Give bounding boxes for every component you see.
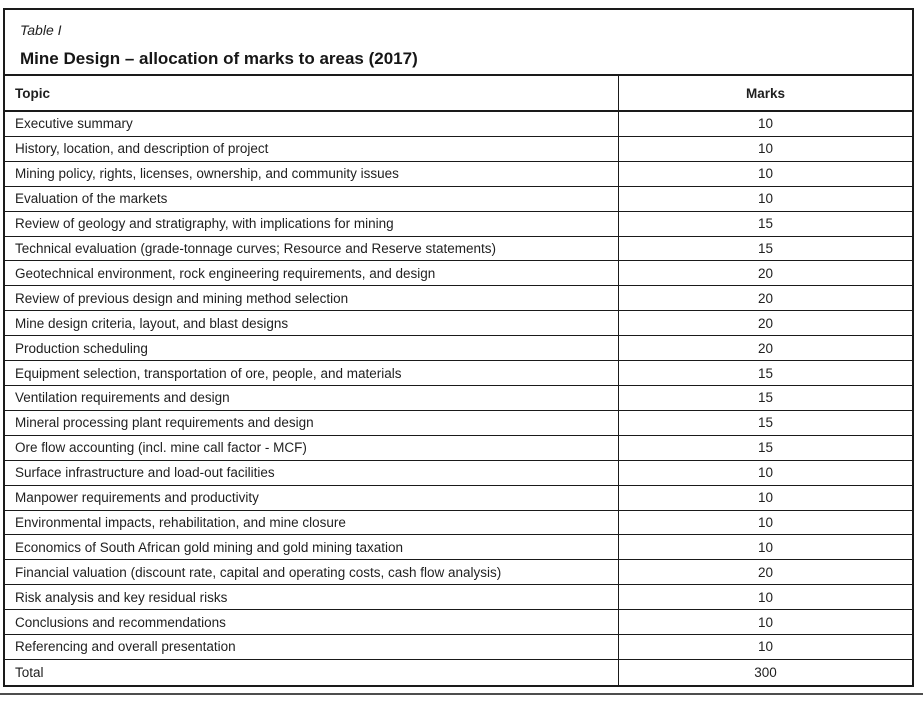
- row-marks: 15: [618, 411, 912, 435]
- table-header-row: [5, 76, 912, 110]
- row-marks: 20: [618, 261, 912, 285]
- row-marks: 20: [618, 560, 912, 584]
- row-marks: 15: [618, 436, 912, 460]
- row-topic: Manpower requirements and productivity: [15, 490, 259, 506]
- column-header-marks: Marks: [618, 76, 912, 110]
- table-row: [5, 110, 912, 136]
- total-label: Total: [15, 665, 44, 680]
- row-topic: Referencing and overall presentation: [15, 639, 236, 655]
- table-row: [5, 161, 912, 186]
- row-topic: Review of geology and stratigraphy, with implications for mining: [15, 216, 394, 232]
- row-marks: 15: [618, 237, 912, 261]
- row-marks: 10: [618, 112, 912, 136]
- table-row: [5, 485, 912, 510]
- page-divider-rule: [0, 693, 923, 695]
- row-marks: 10: [618, 137, 912, 161]
- row-topic: Surface infrastructure and load-out facilities: [15, 465, 275, 481]
- row-topic: Production scheduling: [15, 340, 148, 356]
- table-row: [5, 285, 912, 310]
- row-topic: Executive summary: [15, 116, 133, 132]
- row-marks: 15: [618, 361, 912, 385]
- row-topic: Equipment selection, transportation of ore, people, and materials: [15, 365, 402, 381]
- table-caption: [5, 10, 912, 76]
- table-label: Table I: [20, 22, 62, 38]
- row-topic: History, location, and description of project: [15, 141, 269, 157]
- row-marks: 10: [618, 162, 912, 186]
- row-marks: 20: [618, 336, 912, 360]
- row-topic: Economics of South African gold mining and gold mining taxation: [15, 539, 403, 555]
- total-marks: 300: [618, 660, 912, 685]
- row-topic: Mineral processing plant requirements and design: [15, 415, 314, 431]
- table-figure: [3, 8, 914, 687]
- row-marks: 20: [618, 286, 912, 310]
- table-row: [5, 260, 912, 285]
- row-marks: 10: [618, 187, 912, 211]
- table-row: [5, 410, 912, 435]
- row-topic: Financial valuation (discount rate, capital and operating costs, cash flow analysis): [15, 564, 502, 580]
- row-topic: Ore flow accounting (incl. mine call factor - MCF): [15, 440, 307, 456]
- row-topic: Environmental impacts, rehabilitation, and mine closure: [15, 514, 346, 530]
- table-row: [5, 310, 912, 335]
- row-topic: Risk analysis and key residual risks: [15, 589, 228, 605]
- table-row: [5, 186, 912, 211]
- table-row: [5, 584, 912, 609]
- table-row: [5, 211, 912, 236]
- table-row: [5, 460, 912, 485]
- table-row: [5, 634, 912, 659]
- row-marks: 10: [618, 461, 912, 485]
- table-row: [5, 435, 912, 460]
- table-row: [5, 534, 912, 559]
- row-topic: Evaluation of the markets: [15, 191, 168, 207]
- row-marks: 15: [618, 386, 912, 410]
- row-marks: 10: [618, 635, 912, 659]
- table-row: [5, 559, 912, 584]
- table-total-row: [5, 659, 912, 685]
- row-topic: Review of previous design and mining method selection: [15, 290, 349, 306]
- row-topic: Geotechnical environment, rock engineering requirements, and design: [15, 265, 436, 281]
- row-topic: Ventilation requirements and design: [15, 390, 230, 406]
- table-row: [5, 236, 912, 261]
- table-row: [5, 609, 912, 634]
- row-marks: 20: [618, 311, 912, 335]
- table-row: [5, 510, 912, 535]
- row-marks: 10: [618, 535, 912, 559]
- row-marks: 10: [618, 610, 912, 634]
- row-marks: 10: [618, 511, 912, 535]
- column-header-topic: Topic: [15, 85, 50, 101]
- row-topic: Mining policy, rights, licenses, ownership, and community issues: [15, 166, 399, 182]
- table-title: Mine Design – allocation of marks to areas (2017): [20, 49, 418, 68]
- table-row: [5, 385, 912, 410]
- row-marks: 10: [618, 585, 912, 609]
- row-topic: Conclusions and recommendations: [15, 614, 226, 630]
- row-marks: 10: [618, 486, 912, 510]
- table-row: [5, 136, 912, 161]
- marks-table: [5, 76, 912, 685]
- row-topic: Technical evaluation (grade-tonnage curves; Resource and Reserve statements): [15, 240, 497, 256]
- table-body: [5, 110, 912, 659]
- row-topic: Mine design criteria, layout, and blast designs: [15, 315, 289, 331]
- table-row: [5, 360, 912, 385]
- table-row: [5, 335, 912, 360]
- row-marks: 15: [618, 212, 912, 236]
